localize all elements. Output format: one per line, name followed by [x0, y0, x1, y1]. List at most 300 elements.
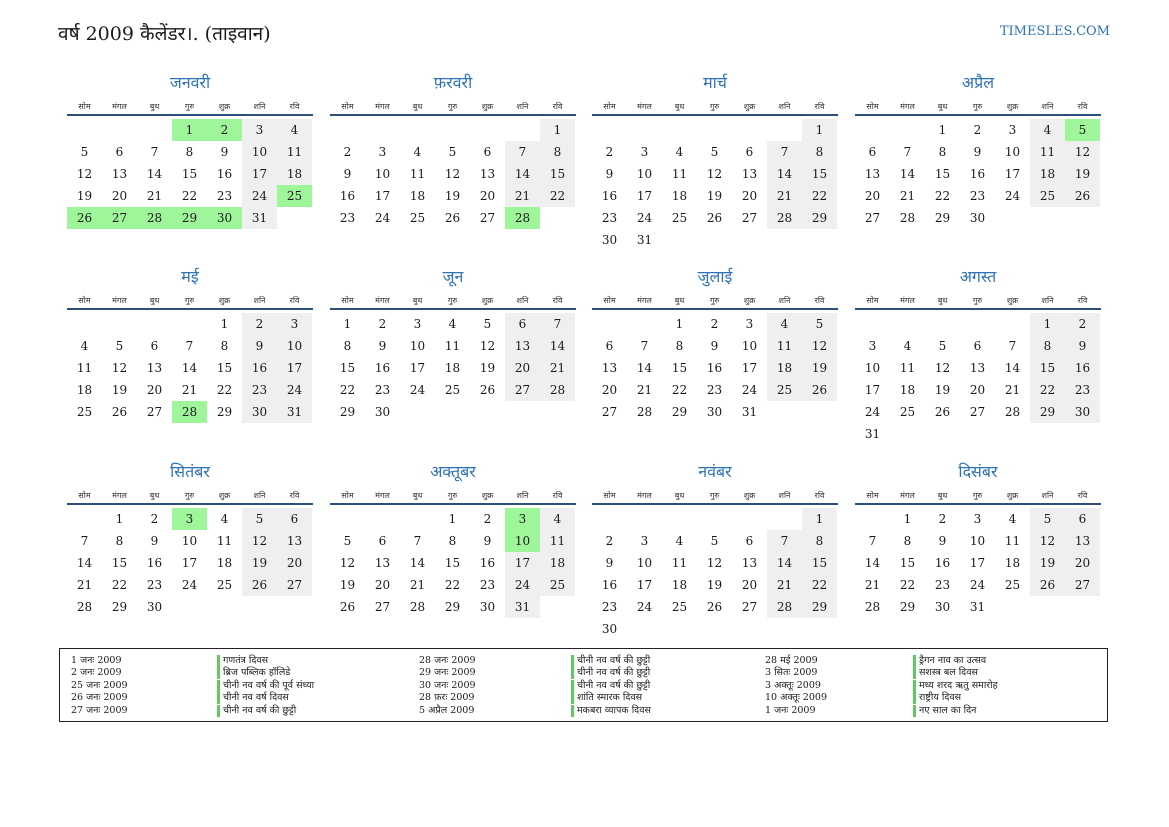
- day-cell: 7: [505, 141, 540, 163]
- day-cell: 4: [540, 508, 575, 530]
- empty-cell: [925, 313, 960, 335]
- day-cell: 26: [242, 574, 277, 596]
- day-cell: 17: [277, 357, 312, 379]
- empty-cell: [732, 508, 767, 530]
- weekday-label: बुध: [412, 296, 423, 305]
- month-name: जून: [442, 267, 464, 286]
- day-cell: 14: [899, 167, 916, 181]
- empty-cell: [855, 508, 890, 530]
- day-cell: 28: [409, 600, 426, 614]
- day-grid: [330, 313, 576, 423]
- day-cell: 22: [181, 189, 198, 203]
- day-cell: 16: [479, 556, 496, 570]
- weekday-label: शुक्र: [218, 296, 231, 305]
- day-cell: 9: [242, 335, 277, 357]
- day-cell: 30: [146, 600, 163, 614]
- weekday-label: गुरु: [447, 296, 458, 305]
- day-cell: 1: [802, 508, 837, 530]
- day-cell: 20: [479, 189, 496, 203]
- day-cell: 19: [76, 189, 93, 203]
- holiday-date: 27 जनः 2009: [71, 704, 128, 716]
- day-cell: 7: [1008, 339, 1017, 353]
- weekday-label: मंगल: [637, 102, 652, 111]
- weekday-header: [330, 483, 576, 505]
- weekday-label: शनि: [1041, 102, 1054, 111]
- weekday-header: [330, 288, 576, 310]
- empty-cell: [592, 313, 627, 335]
- day-cell: 10: [864, 361, 881, 375]
- day-cell: 7: [540, 313, 575, 335]
- day-cell: 11: [1004, 534, 1021, 548]
- day-cell: 15: [802, 552, 837, 574]
- month-name: अगस्त: [959, 267, 997, 286]
- weekday-label: शनि: [516, 102, 529, 111]
- empty-cell: [435, 119, 470, 141]
- empty-cell: [67, 313, 102, 335]
- weekday-label: सोम: [866, 102, 879, 111]
- weekday-label: शुक्र: [481, 491, 494, 500]
- day-cell: 8: [540, 141, 575, 163]
- empty-cell: [102, 119, 137, 141]
- day-grid: [855, 119, 1101, 229]
- day-cell: 12: [1065, 141, 1100, 163]
- weekday-label: बुध: [674, 296, 685, 305]
- month-name: दिसंबर: [958, 462, 998, 481]
- day-cell: 10: [242, 141, 277, 163]
- day-cell: 10: [505, 530, 540, 552]
- day-cell: 16: [706, 361, 723, 375]
- holiday-date: 28 जनः 2009: [419, 655, 476, 666]
- day-cell: 4: [413, 145, 422, 159]
- month-block: [855, 461, 1101, 618]
- day-cell: 1: [343, 317, 352, 331]
- weekday-label: सोम: [341, 491, 354, 500]
- day-cell: 14: [767, 552, 802, 574]
- day-cell: 1: [802, 119, 837, 141]
- day-cell: 22: [671, 383, 688, 397]
- empty-cell: [627, 508, 662, 530]
- weekday-label: मंगल: [375, 491, 390, 500]
- day-cell: 27: [1065, 574, 1100, 596]
- day-cell: 8: [802, 530, 837, 552]
- day-cell: 12: [444, 167, 461, 181]
- day-cell: 12: [242, 530, 277, 552]
- day-cell: 12: [111, 361, 128, 375]
- empty-cell: [995, 313, 1030, 335]
- weekday-label: सोम: [866, 296, 879, 305]
- day-cell: 1: [220, 317, 229, 331]
- day-cell: 11: [767, 335, 802, 357]
- day-cell: 1: [115, 512, 124, 526]
- weekday-label: शनि: [778, 296, 791, 305]
- holiday-name: चीनी नव वर्ष की छुट्टी: [571, 655, 650, 667]
- day-cell: 24: [636, 600, 653, 614]
- holiday-date: 28 मई 2009: [765, 655, 818, 666]
- weekday-label: शुक्र: [218, 102, 231, 111]
- weekday-label: सोम: [78, 296, 91, 305]
- day-cell: 8: [802, 141, 837, 163]
- empty-cell: [855, 313, 890, 335]
- day-cell: 3: [640, 145, 649, 159]
- day-grid: [855, 508, 1101, 618]
- day-cell: 28: [172, 401, 207, 423]
- empty-cell: [662, 119, 697, 141]
- day-cell: 9: [343, 167, 352, 181]
- day-cell: 20: [1065, 552, 1100, 574]
- day-cell: 9: [938, 534, 947, 548]
- day-cell: 16: [374, 361, 391, 375]
- day-cell: 25: [277, 185, 312, 207]
- month-name: अप्रैल: [961, 73, 995, 92]
- day-cell: 16: [601, 578, 618, 592]
- day-cell: 21: [409, 578, 426, 592]
- holiday-name: चीनी नव वर्ष की छुट्टी: [571, 680, 650, 692]
- day-cell: 21: [146, 189, 163, 203]
- day-cell: 24: [969, 578, 986, 592]
- day-cell: 23: [601, 600, 618, 614]
- day-cell: 2: [938, 512, 947, 526]
- month-block: [67, 72, 313, 229]
- weekday-label: गुरु: [184, 296, 195, 305]
- weekday-label: गुरु: [709, 491, 720, 500]
- day-grid: [330, 508, 576, 618]
- month-name: नवंबर: [698, 462, 732, 481]
- empty-cell: [697, 508, 732, 530]
- day-cell: 20: [146, 383, 163, 397]
- day-cell: 7: [150, 145, 159, 159]
- day-cell: 26: [1065, 185, 1100, 207]
- site-link[interactable]: TIMESLES.COM: [999, 24, 1110, 39]
- empty-cell: [662, 508, 697, 530]
- weekday-label: रवि: [1077, 491, 1088, 500]
- weekday-label: बुध: [149, 491, 160, 500]
- day-cell: 17: [409, 361, 426, 375]
- day-cell: 6: [605, 339, 614, 353]
- day-cell: 1: [172, 119, 207, 141]
- day-cell: 11: [277, 141, 312, 163]
- day-cell: 29: [934, 211, 951, 225]
- weekday-label: मंगल: [112, 296, 127, 305]
- month-block: [330, 72, 576, 229]
- weekday-label: सोम: [866, 491, 879, 500]
- day-cell: 29: [671, 405, 688, 419]
- day-cell: 23: [339, 211, 356, 225]
- day-cell: 17: [1004, 167, 1021, 181]
- day-cell: 3: [1008, 123, 1017, 137]
- day-cell: 10: [1004, 145, 1021, 159]
- day-cell: 3: [973, 512, 982, 526]
- holiday-name: चीनी नव वर्ष की पूर्व संध्या: [217, 680, 314, 692]
- day-cell: 24: [864, 405, 881, 419]
- weekday-label: सोम: [603, 491, 616, 500]
- month-block: [855, 72, 1101, 229]
- weekday-label: मंगल: [112, 102, 127, 111]
- weekday-label: शुक्र: [743, 296, 756, 305]
- day-cell: 12: [479, 339, 496, 353]
- day-cell: 13: [864, 167, 881, 181]
- empty-cell: [137, 313, 172, 335]
- day-cell: 18: [899, 383, 916, 397]
- weekday-label: रवि: [289, 102, 300, 111]
- weekday-label: रवि: [814, 296, 825, 305]
- day-cell: 21: [1004, 383, 1021, 397]
- weekday-header: [67, 288, 313, 310]
- day-cell: 15: [111, 556, 128, 570]
- day-cell: 23: [242, 379, 277, 401]
- empty-cell: [855, 119, 890, 141]
- weekday-label: बुध: [937, 491, 948, 500]
- day-cell: 19: [444, 189, 461, 203]
- weekday-label: मंगल: [900, 491, 915, 500]
- day-cell: 5: [1065, 119, 1100, 141]
- day-cell: 13: [601, 361, 618, 375]
- month-block: [330, 461, 576, 618]
- empty-cell: [365, 119, 400, 141]
- weekday-header: [855, 288, 1101, 310]
- day-cell: 13: [146, 361, 163, 375]
- day-cell: 27: [969, 405, 986, 419]
- day-cell: 14: [76, 556, 93, 570]
- day-grid: [592, 313, 838, 423]
- day-cell: 29: [172, 207, 207, 229]
- day-cell: 19: [242, 552, 277, 574]
- weekday-label: मंगल: [900, 102, 915, 111]
- weekday-header: [855, 483, 1101, 505]
- day-cell: 3: [242, 119, 277, 141]
- day-cell: 24: [374, 211, 391, 225]
- holiday-date: 1 जनः 2009: [765, 704, 816, 716]
- day-grid: [67, 508, 313, 618]
- day-cell: 9: [483, 534, 492, 548]
- day-cell: 23: [934, 578, 951, 592]
- month-name: सितंबर: [170, 462, 210, 481]
- day-cell: 27: [374, 600, 391, 614]
- day-cell: 4: [1008, 512, 1017, 526]
- empty-cell: [592, 508, 627, 530]
- day-cell: 28: [505, 207, 540, 229]
- weekday-label: बुध: [412, 102, 423, 111]
- day-cell: 15: [339, 361, 356, 375]
- day-cell: 18: [671, 578, 688, 592]
- day-cell: 23: [374, 383, 391, 397]
- weekday-label: शुक्र: [1006, 102, 1019, 111]
- weekday-label: बुध: [937, 296, 948, 305]
- day-cell: 20: [864, 189, 881, 203]
- weekday-label: शनि: [253, 102, 266, 111]
- day-cell: 24: [181, 578, 198, 592]
- day-cell: 2: [605, 145, 614, 159]
- weekday-label: मंगल: [637, 296, 652, 305]
- day-cell: 27: [277, 574, 312, 596]
- day-cell: 13: [277, 530, 312, 552]
- day-cell: 12: [339, 556, 356, 570]
- holiday-name: सशस्त्र बल दिवस: [913, 667, 978, 679]
- day-cell: 21: [899, 189, 916, 203]
- empty-cell: [365, 508, 400, 530]
- weekday-label: मंगल: [375, 296, 390, 305]
- empty-cell: [67, 508, 102, 530]
- weekday-label: शुक्र: [481, 102, 494, 111]
- day-cell: 4: [80, 339, 89, 353]
- weekday-label: सोम: [78, 491, 91, 500]
- day-cell: 10: [374, 167, 391, 181]
- day-cell: 15: [802, 163, 837, 185]
- day-cell: 15: [899, 556, 916, 570]
- weekday-label: गुरु: [972, 491, 983, 500]
- day-cell: 27: [601, 405, 618, 419]
- day-cell: 20: [111, 189, 128, 203]
- day-cell: 1: [448, 512, 457, 526]
- day-cell: 10: [277, 335, 312, 357]
- holiday-date: 5 अप्रैल 2009: [419, 704, 475, 716]
- day-cell: 19: [111, 383, 128, 397]
- day-cell: 24: [277, 379, 312, 401]
- day-cell: 22: [216, 383, 233, 397]
- day-cell: 9: [1065, 335, 1100, 357]
- weekday-label: सोम: [341, 296, 354, 305]
- day-cell: 20: [741, 578, 758, 592]
- holiday-date: 1 जनः 2009: [71, 655, 122, 666]
- day-cell: 10: [636, 167, 653, 181]
- day-cell: 26: [479, 383, 496, 397]
- day-cell: 2: [150, 512, 159, 526]
- day-cell: 26: [444, 211, 461, 225]
- day-cell: 26: [1030, 574, 1065, 596]
- day-cell: 2: [207, 119, 242, 141]
- day-cell: 4: [448, 317, 457, 331]
- day-cell: 8: [448, 534, 457, 548]
- day-cell: 29: [339, 405, 356, 419]
- day-cell: 8: [903, 534, 912, 548]
- day-cell: 8: [185, 145, 194, 159]
- holiday-date: 28 फ़रः 2009: [419, 692, 475, 704]
- day-cell: 8: [1030, 335, 1065, 357]
- day-grid: [592, 508, 838, 640]
- weekday-label: शनि: [516, 491, 529, 500]
- holiday-date: 29 जनः 2009: [419, 667, 476, 679]
- day-cell: 21: [540, 357, 575, 379]
- empty-cell: [767, 508, 802, 530]
- day-cell: 17: [181, 556, 198, 570]
- day-cell: 25: [1004, 578, 1021, 592]
- day-cell: 22: [111, 578, 128, 592]
- weekday-label: रवि: [1077, 102, 1088, 111]
- day-cell: 7: [80, 534, 89, 548]
- weekday-label: शनि: [253, 296, 266, 305]
- weekday-label: मंगल: [375, 102, 390, 111]
- day-cell: 18: [1030, 163, 1065, 185]
- day-cell: 5: [343, 534, 352, 548]
- empty-cell: [67, 119, 102, 141]
- day-cell: 11: [216, 534, 233, 548]
- month-block: [592, 266, 838, 423]
- day-cell: 14: [505, 163, 540, 185]
- holiday-date: 2 जनः 2009: [71, 667, 122, 679]
- day-cell: 5: [938, 339, 947, 353]
- day-cell: 15: [934, 167, 951, 181]
- day-cell: 26: [706, 211, 723, 225]
- day-cell: 13: [111, 167, 128, 181]
- day-cell: 4: [675, 145, 684, 159]
- day-cell: 11: [1030, 141, 1065, 163]
- day-cell: 1: [675, 317, 684, 331]
- day-cell: 19: [934, 383, 951, 397]
- empty-cell: [470, 119, 505, 141]
- day-cell: 18: [216, 556, 233, 570]
- day-cell: 19: [706, 189, 723, 203]
- day-cell: 8: [343, 339, 352, 353]
- day-cell: 13: [1065, 530, 1100, 552]
- day-cell: 19: [802, 357, 837, 379]
- empty-cell: [330, 119, 365, 141]
- empty-cell: [137, 119, 172, 141]
- day-cell: 2: [343, 145, 352, 159]
- day-cell: 15: [444, 556, 461, 570]
- day-cell: 23: [601, 211, 618, 225]
- weekday-label: रवि: [289, 296, 300, 305]
- empty-cell: [767, 119, 802, 141]
- day-cell: 27: [864, 211, 881, 225]
- day-cell: 17: [636, 189, 653, 203]
- day-cell: 14: [181, 361, 198, 375]
- day-cell: 10: [969, 534, 986, 548]
- day-cell: 20: [505, 357, 540, 379]
- day-cell: 15: [540, 163, 575, 185]
- day-cell: 10: [181, 534, 198, 548]
- day-cell: 19: [339, 578, 356, 592]
- page-title: वर्ष 2009 कैलेंडर।. (ताइवान): [58, 23, 271, 45]
- day-cell: 30: [934, 600, 951, 614]
- month-block: [592, 461, 838, 640]
- holiday-name: मध्य शरद ऋतु समारोह: [913, 680, 998, 692]
- day-cell: 30: [601, 233, 618, 247]
- weekday-label: गुरु: [184, 491, 195, 500]
- day-cell: 28: [540, 379, 575, 401]
- day-cell: 2: [710, 317, 719, 331]
- weekday-label: सोम: [341, 102, 354, 111]
- weekday-label: रवि: [1077, 296, 1088, 305]
- day-grid: [592, 119, 838, 251]
- weekday-label: शुक्र: [1006, 296, 1019, 305]
- day-cell: 31: [741, 405, 758, 419]
- day-cell: 9: [378, 339, 387, 353]
- day-cell: 13: [741, 167, 758, 181]
- day-cell: 17: [741, 361, 758, 375]
- weekday-label: गुरु: [447, 491, 458, 500]
- day-cell: 6: [745, 534, 754, 548]
- day-cell: 18: [409, 189, 426, 203]
- weekday-header: [67, 94, 313, 116]
- day-cell: 21: [181, 383, 198, 397]
- day-cell: 17: [636, 578, 653, 592]
- day-cell: 6: [973, 339, 982, 353]
- weekday-label: शनि: [778, 491, 791, 500]
- day-cell: 14: [540, 335, 575, 357]
- holiday-date: 30 जनः 2009: [419, 679, 476, 691]
- day-cell: 30: [242, 401, 277, 423]
- empty-cell: [627, 313, 662, 335]
- day-cell: 31: [277, 401, 312, 423]
- weekday-label: सोम: [603, 296, 616, 305]
- day-cell: 6: [378, 534, 387, 548]
- weekday-label: रवि: [552, 491, 563, 500]
- weekday-header: [592, 483, 838, 505]
- weekday-label: बुध: [674, 491, 685, 500]
- day-cell: 13: [741, 556, 758, 570]
- day-cell: 12: [1030, 530, 1065, 552]
- day-cell: 22: [802, 574, 837, 596]
- day-cell: 5: [448, 145, 457, 159]
